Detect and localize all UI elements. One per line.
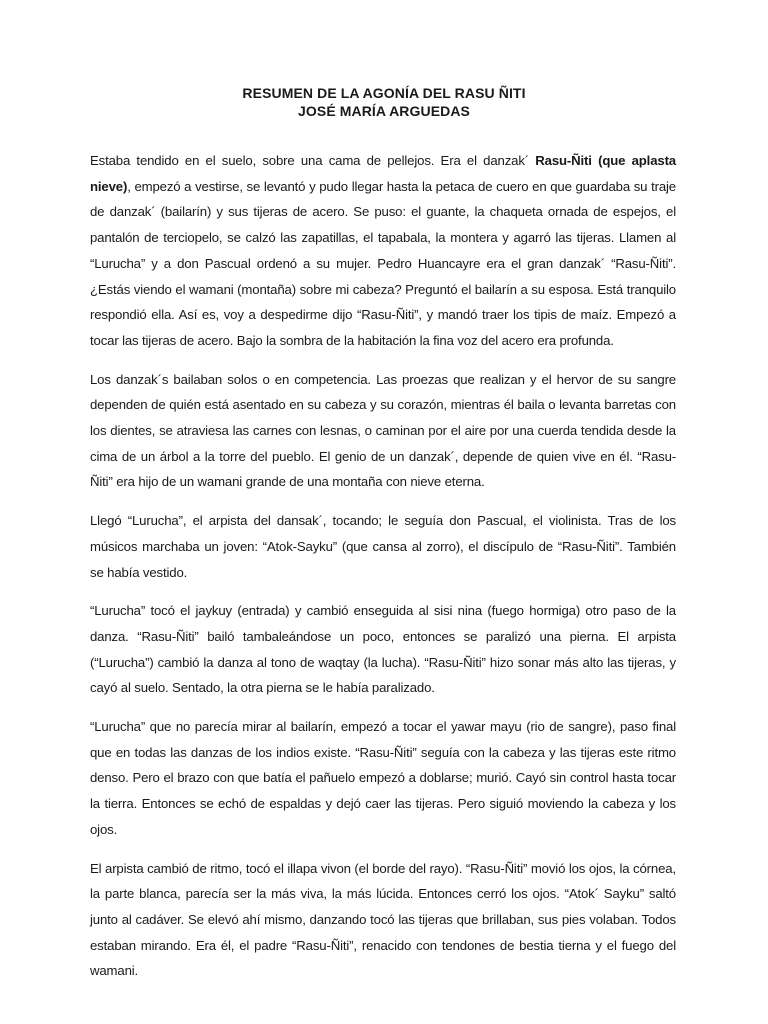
paragraph-3: Llegó “Lurucha”, el arpista del dansak´, tocando; le seguía don Pascual, el violinista. Tras de los músicos marchaba un joven: “Atok-Sayku” (que cansa al zorro), el discípulo de “Rasu-Ñiti”. También se había vestido. [90, 513, 676, 580]
title-block [0, 84, 768, 120]
paragraph-5: “Lurucha” que no parecía mirar al bailarín, empezó a tocar el yawar mayu (rio de sangre), paso final que en todas las danzas de los indios existe. “Rasu-Ñiti” seguía con la cabeza y las tijeras este ritmo denso. Pero el brazo con que batía el pañuelo empezó a doblarse; murió. Cayó sin control hasta tocar la tierra. Entonces se echó de espaldas y dejó caer las tijeras. Pero siguió moviendo la cabeza y los ojos. [90, 719, 676, 837]
document-title: RESUMEN DE LA AGONÍA DEL RASU ÑITI [242, 85, 526, 101]
paragraph-1 [90, 148, 676, 354]
paragraph-2: Los danzak´s bailaban solos o en competencia. Las proezas que realizan y el hervor de su sangre dependen de quién está asentado en su cabeza y su corazón, mientras él baila o levanta barretas con los dientes, se atraviesa las carnes con lesnas, o caminan por el aire por una cuerda tendida desde la cima de un árbol a la torre del pueblo. El genio de un danzak´, depende de quien vive en él. “Rasu-Ñiti” era hijo de un wamani grande de una montaña con nieve eterna. [90, 371, 676, 490]
paragraph-1-bold-name: Rasu-Ñiti (que aplasta nieve) [90, 153, 676, 194]
paragraph-4: “Lurucha” tocó el jaykuy (entrada) y cambió enseguida al sisi nina (fuego hormiga) otro paso de la danza. “Rasu-Ñiti” bailó tambaleándose un poco, entonces se paralizó una pierna. El arpista (“Lurucha”) cambió la danza al tono de waqtay (la lucha). “Rasu-Ñiti” hizo sonar más alto las tijeras, y cayó al suelo. Sentado, la otra pierna se le había paralizado. [90, 603, 676, 696]
paragraph-6: El arpista cambió de ritmo, tocó el illapa vivon (el borde del rayo). “Rasu-Ñiti” movió los ojos, la córnea, la parte blanca, parecía ser la más viva, la más lúcida. Entonces cerró los ojos. “Atok´ Sayku” saltó junto al cadáver. Se elevó ahí mismo, danzando tocó las tijeras que brillaban, sus pies volaban. Todos estaban mirando. Era él, el padre “Rasu-Ñiti”, renacido con tendones de bestia tierna y el fuego del wamani. [90, 860, 676, 979]
paragraph-1-text-end: , empezó a vestirse, se levantó y pudo llegar hasta la petaca de cuero en que guardaba su traje de danzak´ (bailarín) y sus tijeras de acero. Se puso: el guante, la chaqueta ornada de espejos, el pantalón de terciopelo, se calzó las zapatillas, el tapabala, la montera y agarró las tijeras. Llamen al “Lurucha” y a don Pascual ordenó a su mujer. Pedro Huancayre era el gran danzak´ “Rasu-Ñiti”. ¿Estás viendo el wamani (montaña) sobre mi cabeza? Preguntó el bailarín a su esposa. Está tranquilo respondió ella. Así es, voy a despedirme dijo “Rasu-Ñiti”, y mandó traer los tipis de maíz. Empezó a tocar las tijeras de acero. Bajo la sombra de la habitación la fina voz del acero era profunda. [90, 178, 676, 348]
paragraph-1-text-start: Estaba tendido en el suelo, sobre una cama de pellejos. Era el danzak´ [90, 153, 536, 168]
document-author: JOSÉ MARÍA ARGUEDAS [298, 103, 470, 119]
document-body [90, 148, 676, 997]
